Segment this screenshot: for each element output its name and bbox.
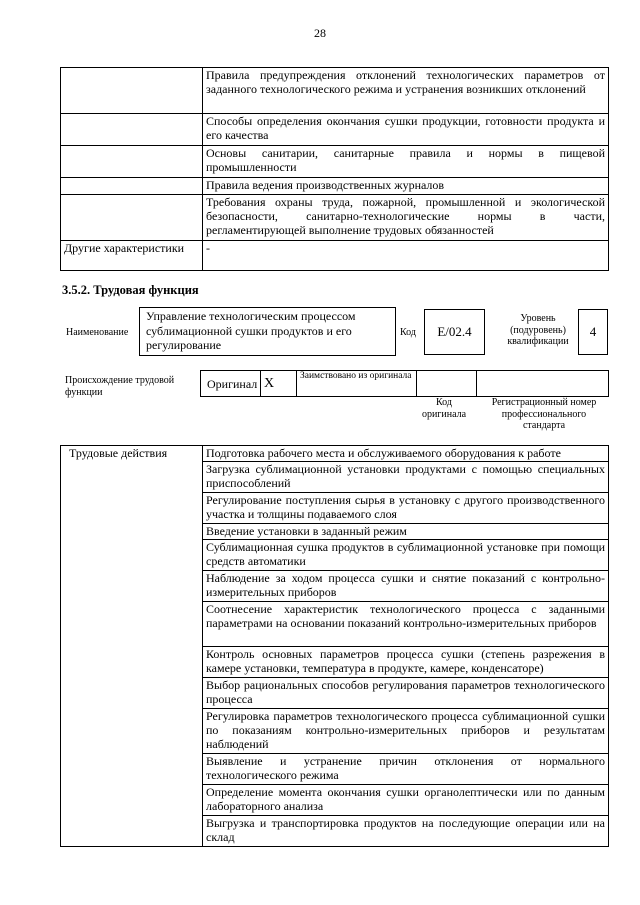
knowledge-row: Требования охраны труда, пожарной, промышленной и экологической безопасности, санитарно-технологические нормы в части, регламентирующей выполнение трудовых обязанностей (203, 195, 609, 241)
borrowed-label: Заимствовано из оригинала (297, 371, 417, 397)
level-label: Уровень (подуровень) квалификации (507, 313, 569, 347)
action-item: Определение момента окончания сушки органолептически или по данным лабораторного анализа (203, 785, 609, 816)
original-label: Оригинал (201, 371, 261, 397)
level-value: 4 (578, 309, 608, 355)
action-item: Введение установки в заданный режим (203, 524, 609, 540)
section-title: 3.5.2. Трудовая функция (62, 283, 199, 297)
action-item: Регулировка параметров технологического процесса сублимационной сушки по показаниям контрольно-измерительных приборов и результатам наблюдений (203, 709, 609, 754)
knowledge-row: Правила ведения производственных журналов (203, 178, 609, 195)
action-item: Выявление и устранение причин отклонения от нормального технологического режима (203, 754, 609, 785)
registration-number-cell (477, 371, 609, 397)
action-item: Сублимационная сушка продуктов в сублимационной установке при помощи средств автоматики (203, 540, 609, 571)
origin-table (200, 370, 609, 397)
original-mark: X (261, 371, 297, 397)
function-name: Управление технологическим процессом сублимационной сушки продуктов и его регулирование (146, 309, 356, 352)
action-item: Выбор рациональных способов регулирования параметров технологического процесса (203, 678, 609, 709)
labor-actions-label: Трудовые действия (61, 446, 203, 847)
action-item: Выгрузка и транспортировка продуктов на последующие операции или на склад (203, 816, 609, 847)
knowledge-row: Правила предупреждения отклонений технологических параметров от заданного технологического режима и устранения возникших отклонений (203, 68, 609, 114)
function-name-box (139, 307, 396, 356)
name-label: Наименование (66, 327, 129, 338)
origin-label: Происхождение трудовой функции (65, 375, 175, 398)
registration-caption: Регистрационный номер профессионального стандарта (491, 397, 597, 431)
original-code-caption: Код оригинала (421, 397, 467, 420)
knowledge-table (60, 67, 609, 271)
code-label: Код (400, 327, 416, 338)
page-number: 28 (314, 26, 326, 40)
knowledge-row: Основы санитарии, санитарные правила и нормы в пищевой промышленности (203, 146, 609, 178)
other-characteristics-label: Другие характеристики (61, 241, 203, 271)
labor-actions-table (60, 445, 609, 847)
knowledge-row: Способы определения окончания сушки продукции, готовности продукта и его качества (203, 114, 609, 146)
action-item: Подготовка рабочего места и обслуживаемого оборудования к работе (203, 446, 609, 462)
action-item: Наблюдение за ходом процесса сушки и снятие показаний с контрольно-измерительных приборов (203, 571, 609, 602)
action-item: Регулирование поступления сырья в установку с другого производственного участка и толщины подаваемого слоя (203, 493, 609, 524)
action-item: Загрузка сублимационной установки продуктами с помощью специальных приспособлений (203, 462, 609, 493)
function-code: E/02.4 (424, 309, 485, 355)
action-item: Контроль основных параметров процесса сушки (степень разрежения в камере установки, температура в продукте, камере, конденсаторе) (203, 647, 609, 678)
action-item: Соотнесение характеристик технологического процесса с заданными параметрами на основании показаний контрольно-измерительных приборов (203, 602, 609, 647)
original-code-cell (417, 371, 477, 397)
other-characteristics-value: - (203, 241, 609, 271)
